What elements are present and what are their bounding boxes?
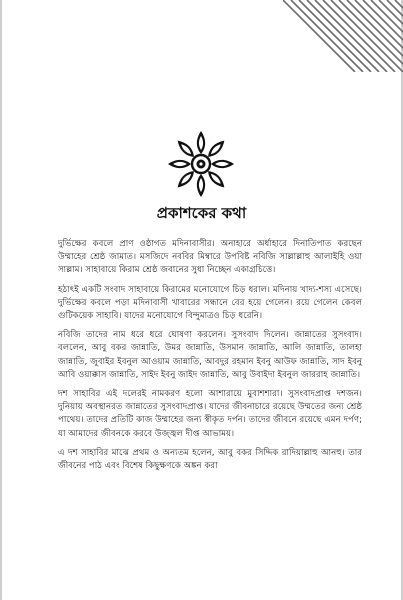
flower-ornament-icon: [165, 128, 237, 200]
paragraph: এ দশ সাহাবির মাঝে প্রথম ও অন্যতম হলেন, আবু বকর সিদ্দিক রাদিয়াল্লাহু আনহু। তার জীবনের পাঠ এবং বিশেষ কিছুক্ষণকে অঙ্কন করা: [58, 447, 362, 472]
paragraph: নবিজি তাদের নাম ধরে ধরে ঘোষণা করলেন। সুসংবাদ দিলেন। জান্নাতের সুসংবাদ। বললেন, আবু বকর জান্নাতি, উমর জান্নাতি, উসমান জান্নাতি, আলি জান্নাতি, তালহা জান্নাতি, জুবাইর ইবনুল আওয়াম জান্নাতি, আবদুর রহমান ইবনু আউফ জান্নাতি, সাদ ইবনু আবি ওয়াক্কাস জান্নাতি, সাইদ ইবনু জাইদ জান্নাতি, আবু উবাইদা ইবনুল জাররাহ জান্নাতি।: [58, 330, 362, 380]
paragraph: দশ সাহাবির এই দলেরই নামকরণ হলো আশারায়ে মুবাশশারা। সুসংবাদপ্রাপ্ত দশজন। দুনিয়ায় অবস্থানরত জান্নাতের সুসংবাদপ্রাপ্ত। যাদের জীবনাচারে রয়েছে উম্মতের জন্য শ্রেষ্ঠ পাথেয়। তাদের প্রতিটি কাজ উম্মাহের জন্য স্বীকৃত দর্পন। তাদের জীবনে রয়েছে এমন দর্পণ; যা আমাদের জীবনকে করবে উজ্জ্বল দীপ্ত আভাময়।: [58, 389, 362, 439]
corner-stripes-decoration: [283, 0, 403, 72]
preface-body: [58, 238, 362, 479]
page-title: প্রকাশকের কথা: [156, 204, 247, 222]
page-border-left: [0, 0, 2, 600]
paragraph: দুর্ভিক্ষের কবলে প্রাণ ওষ্ঠাগত মদিনাবাসীর। অনাহারে অর্ধাহারে দিনাতিপাত করছেন উম্মাহের শ্রেষ্ঠ জামাত। মসজিদে নববির মিম্বারে উপবিষ্ট নবিজি সাল্লাল্লাহু আলাইহি ওয়া সাল্লাম। সাহাবায়ে কিরাম শ্রেষ্ঠ জবানের সুধা নিচ্ছেন একাগ্রচিত্তে।: [58, 239, 362, 276]
paragraph: হঠাৎই একটি সংবাদ সাহাবায়ে কিরামের মনোযোগে চিড় ধরাল। মদিনায় খাদ্য-শস্য এসেছে। দুর্ভিক্ষের কবলে পড়া মদিনাবাসী খাবারের সন্ধানে বের হয়ে গেলেন। রয়ে গেলেন কেবল গুটিকয়েক সাহাবি। যাদের মনোযোগে বিন্দুমাত্রও চিড় ধরেনি।: [58, 284, 362, 322]
